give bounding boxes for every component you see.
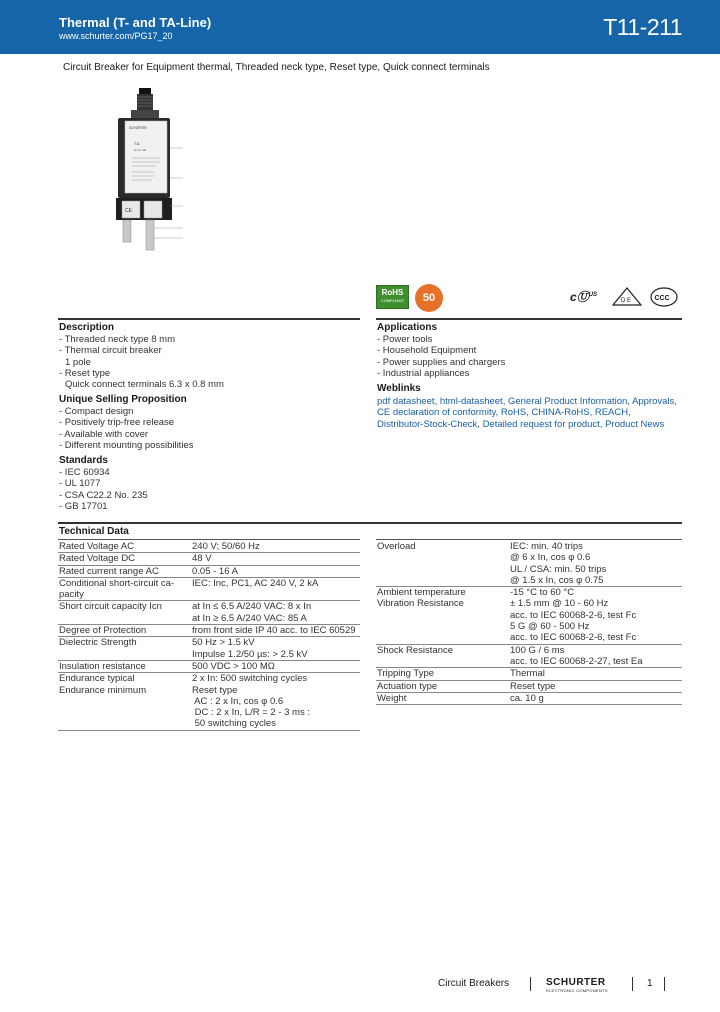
vde-mark-icon <box>612 287 642 307</box>
technical-heading: Technical Data <box>59 526 129 537</box>
list-item: - Positively trip-free release <box>59 417 175 429</box>
technical-table-right <box>376 541 682 705</box>
list-item: - Thermal circuit breaker <box>59 345 162 357</box>
weblinks-heading: Weblinks <box>377 383 421 394</box>
footer-brand-logo <box>546 977 608 993</box>
vde-label: D E <box>621 298 632 304</box>
applications-heading: Applications <box>377 322 438 333</box>
standards-heading: Standards <box>59 455 108 466</box>
header-url[interactable]: www.schurter.com/PG17_20 <box>59 31 173 41</box>
table-row: Endurance minimum Reset type AC : 2 x In, cos φ 0.6 DC : 2 x In, L/R = 2 - 3 ms : 50 switching cycles <box>58 685 360 731</box>
list-item: - CSA C22.2 No. 235 <box>59 489 148 501</box>
list-item: - Industrial appliances <box>377 367 470 379</box>
table-row: Tripping Type Thermal <box>376 668 682 680</box>
product-image <box>108 88 198 253</box>
rohs-badge <box>376 285 409 309</box>
product-label-rating: 6 / 1 / 1A <box>134 148 147 152</box>
page-number: 1 <box>647 978 653 989</box>
ce-mark: CE <box>125 208 132 214</box>
table-row: Rated Voltage AC 240 V; 50/60 Hz <box>58 541 360 553</box>
table-row: Overload IEC: min. 40 trips @ 6 x In, cos φ 0.6 UL / CSA: min. 50 trips @ 1.5 x In, cos φ 0.75 <box>376 541 682 587</box>
footer-divider <box>664 977 665 991</box>
table-row: Vibration Resistance ± 1.5 mm @ 10 - 60 Hz acc. to IEC 60068-2-6, test Fc 5 G @ 60 - 500 Hz acc. to IEC 60068-2-6, test Fc <box>376 598 682 644</box>
ccc-mark-icon <box>650 287 678 307</box>
page-header <box>0 0 720 54</box>
footer-divider <box>632 977 633 991</box>
list-item: - IEC 60934 <box>59 467 110 478</box>
table-row: Endurance typical 2 x In: 500 switching cycles <box>59 673 308 685</box>
page-footer <box>0 976 720 994</box>
list-item: 1 pole <box>65 356 91 368</box>
footer-category: Circuit Breakers <box>438 978 510 989</box>
product-subtitle: Circuit Breaker for Equipment thermal, Threaded neck type, Reset type, Quick connect terminals <box>63 62 490 73</box>
section-divider-right <box>376 318 682 320</box>
table-row: Actuation type Reset type <box>376 680 682 692</box>
usp-heading: Unique Selling Proposition <box>59 394 187 405</box>
technical-table-left <box>58 541 360 731</box>
description-heading: Description <box>59 322 115 333</box>
rohs-sub: COMPLIANT <box>380 298 405 303</box>
list-item: - Reset type <box>59 367 111 379</box>
footer-brand: SCHURTER <box>546 977 606 988</box>
table-row: Shock Resistance 100 G / 6 ms acc. to IEC 60068-2-27, test Ea <box>376 644 682 668</box>
list-item: - GB 17701 <box>59 500 108 512</box>
table-row: Dielectric Strength 50 Hz > 1.5 kV Impulse 1.2/50 µs: > 2.5 kV <box>58 637 360 661</box>
applications-list <box>377 334 505 379</box>
product-label-brand: SCHURTER <box>129 126 147 130</box>
product-label-model: T11 <box>134 142 140 146</box>
technical-divider <box>58 522 682 524</box>
description-list <box>59 334 224 390</box>
table-row: Ambient temperature -15 °C to 60 °C <box>377 587 575 599</box>
product-code: T11-211 <box>603 14 682 40</box>
header-title: Thermal (T- and TA-Line) <box>59 15 212 30</box>
rohs-label: RoHS <box>381 288 404 297</box>
technical-divider-right <box>376 539 682 540</box>
weblinks-list[interactable]: pdf datasheet, html-datasheet, General Product Information, Approvals, CE declaration of conformity, RoHS, CHINA-RoHS, REACH, Distributor-Stock-Check, Detailed request for product, Product News <box>377 396 677 430</box>
list-item: - Different mounting possibilities <box>59 439 194 451</box>
list-item: - UL 1077 <box>59 478 101 490</box>
list-item: - Threaded neck type 8 mm <box>59 334 175 345</box>
table-row: Short circuit capacity Icn at In ≤ 6.5 A/240 VAC: 8 x In at In ≥ 6.5 A/240 VAC: 85 A <box>58 601 360 625</box>
list-item: - Power tools <box>377 334 433 345</box>
table-row: Conditional short-circuit ca- pacity IEC: Inc, PC1, AC 240 V, 2 kA <box>58 577 360 601</box>
usp-list <box>59 406 193 451</box>
list-item: - Power supplies and chargers <box>377 356 506 368</box>
table-row: Rated current range AC 0.05 - 16 A <box>58 565 360 577</box>
footer-divider <box>530 977 531 991</box>
ul-mark-icon: cⓊ$^{US}$ <box>570 290 598 304</box>
table-row: Insulation resistance 500 VDC > 100 MΩ <box>58 660 360 672</box>
table-row: Degree of Protection from front side IP 40 acc. to IEC 60529 <box>58 625 360 637</box>
ccc-label: CCC <box>654 295 670 302</box>
list-item: Quick connect terminals 6.3 x 0.8 mm <box>65 379 224 391</box>
table-row: Rated Voltage DC 48 V <box>58 553 360 565</box>
list-item: - Available with cover <box>59 428 149 440</box>
table-row: Weight ca. 10 g <box>376 692 682 704</box>
list-item: - Household Equipment <box>377 345 477 357</box>
list-item: - Compact design <box>59 406 134 417</box>
standards-list <box>59 467 148 512</box>
technical-divider-left <box>58 539 360 540</box>
fifty-years-badge: 50 <box>415 284 443 312</box>
footer-brand-tag: ELECTRONIC COMPONENTS <box>546 988 608 993</box>
section-divider-left <box>58 318 360 320</box>
